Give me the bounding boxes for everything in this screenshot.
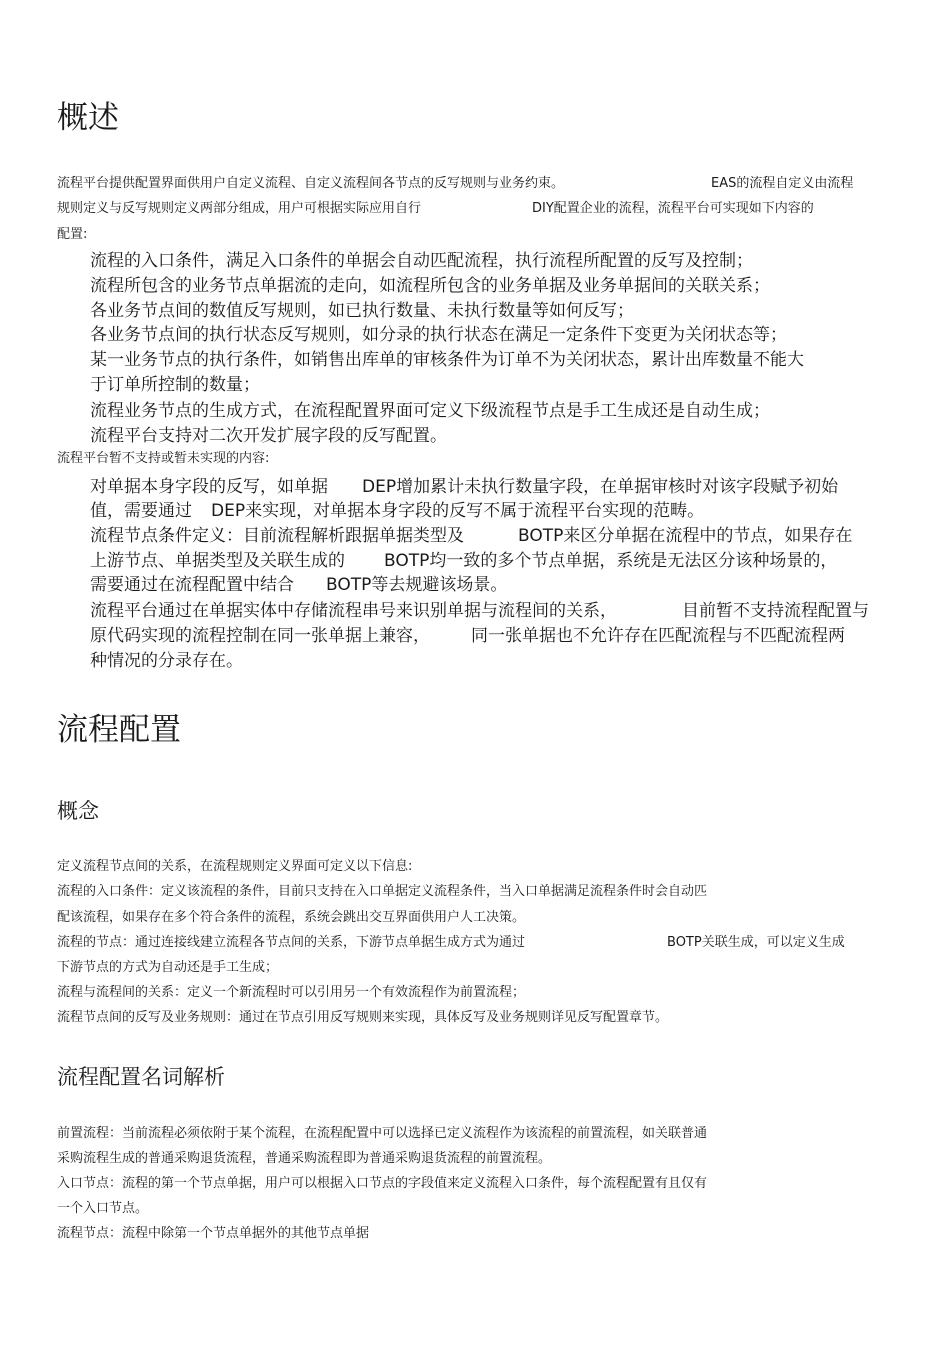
terms-line: 采购流程生成的普通采购退货流程，普通采购流程即为普通采购退货流程的前置流程。: [57, 1151, 552, 1166]
terms-line: 前置流程：当前流程必须依附于某个流程，在流程配置中可以选择已定义流程作为该流程的前置流程，如关联普通: [57, 1126, 708, 1141]
capability-item: 流程的入口条件，满足入口条件的单据会自动匹配流程，执行流程所配置的反写及控制；: [90, 251, 753, 271]
capability-item: 某一业务节点的执行条件，如销售出库单的审核条件为订单不为关闭状态，累计出库数量不能大: [90, 350, 804, 370]
terms-line: 一个入口节点。: [57, 1201, 149, 1216]
capability-item: 流程业务节点的生成方式，在流程配置界面可定义下级流程节点是手工生成还是自动生成；: [90, 401, 770, 421]
unsupported-line-right: BOTP均一致的多个节点单据，系统是无法区分该种场景的，: [384, 551, 838, 571]
concept-line: 配该流程，如果存在多个符合条件的流程，系统会跳出交互界面供用户人工决策。: [57, 910, 526, 925]
unsupported-line: 对单据本身字段的反写，如单据: [90, 477, 328, 497]
intro-line-2: 规则定义与反写规则定义两部分组成，用户可根据实际应用自行: [57, 201, 422, 216]
unsupported-line: 种情况的分录存在。: [90, 651, 243, 671]
terms-title: 流程配置名词解析: [57, 1065, 225, 1089]
capability-item: 各业务节点间的数值反写规则，如已执行数量、未执行数量等如何反写；: [90, 301, 634, 321]
intro-line-1-right: EAS的流程自定义由流程: [711, 176, 854, 191]
overview-title: 概述: [57, 100, 119, 136]
concept-line-right: BOTP关联生成，可以定义生成: [667, 935, 845, 950]
unsupported-line: 需要通过在流程配置中结合: [90, 575, 294, 595]
concept-line: 流程与流程间的关系：定义一个新流程时可以引用另一个有效流程作为前置流程；: [57, 985, 526, 1000]
intro-line-2-right: DIY配置企业的流程，流程平台可实现如下内容的: [532, 201, 814, 216]
unsupported-line-right: DEP来实现，对单据本身字段的反写不属于流程平台实现的范畴。: [211, 501, 705, 521]
concept-line: 定义流程节点间的关系，在流程规则定义界面可定义以下信息:: [57, 859, 413, 874]
unsupported-line-right: DEP增加累计未执行数量字段，在单据审核时对该字段赋予初始: [362, 477, 839, 497]
capability-item: 各业务节点间的执行状态反写规则，如分录的执行状态在满足一定条件下变更为关闭状态等；: [90, 325, 787, 345]
concept-line: 流程的节点：通过连接线建立流程各节点间的关系，下游节点单据生成方式为通过: [57, 935, 526, 950]
terms-line: 入口节点：流程的第一个节点单据，用户可以根据入口节点的字段值来定义流程入口条件，每个流程配置有且仅有: [57, 1176, 708, 1191]
capability-item: 流程平台支持对二次开发扩展字段的反写配置。: [90, 426, 447, 446]
concept-line: 流程节点间的反写及业务规则：通过在节点引用反写规则来实现，具体反写及业务规则详见反写配置章节。: [57, 1010, 669, 1025]
concept-title: 概念: [57, 799, 99, 823]
concept-line: 下游节点的方式为自动还是手工生成；: [57, 960, 279, 975]
capability-item-cont: 于订单所控制的数量；: [90, 375, 260, 395]
unsupported-line: 流程节点条件定义：目前流程解析跟据单据类型及: [90, 526, 464, 546]
unsupported-line: 上游节点、单据类型及关联生成的: [90, 551, 345, 571]
unsupported-line-right: 同一张单据也不允许存在匹配流程与不匹配流程两: [471, 626, 845, 646]
concept-line: 流程的入口条件：定义该流程的条件，目前只支持在入口单据定义流程条件，当入口单据满足流程条件时会自动匹: [57, 884, 708, 899]
terms-line: 流程节点：流程中除第一个节点单据外的其他节点单据: [57, 1226, 370, 1241]
unsupported-line: 流程平台通过在单据实体中存储流程串号来识别单据与流程间的关系，: [90, 601, 617, 621]
unsupported-line-right: BOTP来区分单据在流程中的节点，如果存在: [518, 526, 853, 546]
unsupported-line-right: BOTP等去规避该场景。: [326, 575, 508, 595]
intro-line-3: 配置:: [57, 227, 88, 242]
unsupported-heading: 流程平台暂不支持或暂未实现的内容:: [57, 451, 270, 466]
intro-line-1: 流程平台提供配置界面供用户自定义流程、自定义流程间各节点的反写规则与业务约束。: [57, 176, 565, 191]
unsupported-line: 值，需要通过: [90, 501, 192, 521]
unsupported-line: 原代码实现的流程控制在同一张单据上兼容，: [90, 626, 430, 646]
unsupported-line-right: 目前暂不支持流程配置与: [682, 601, 869, 621]
capability-item: 流程所包含的业务节点单据流的走向，如流程所包含的业务单据及业务单据间的关联关系；: [90, 276, 770, 296]
config-title: 流程配置: [57, 712, 181, 748]
